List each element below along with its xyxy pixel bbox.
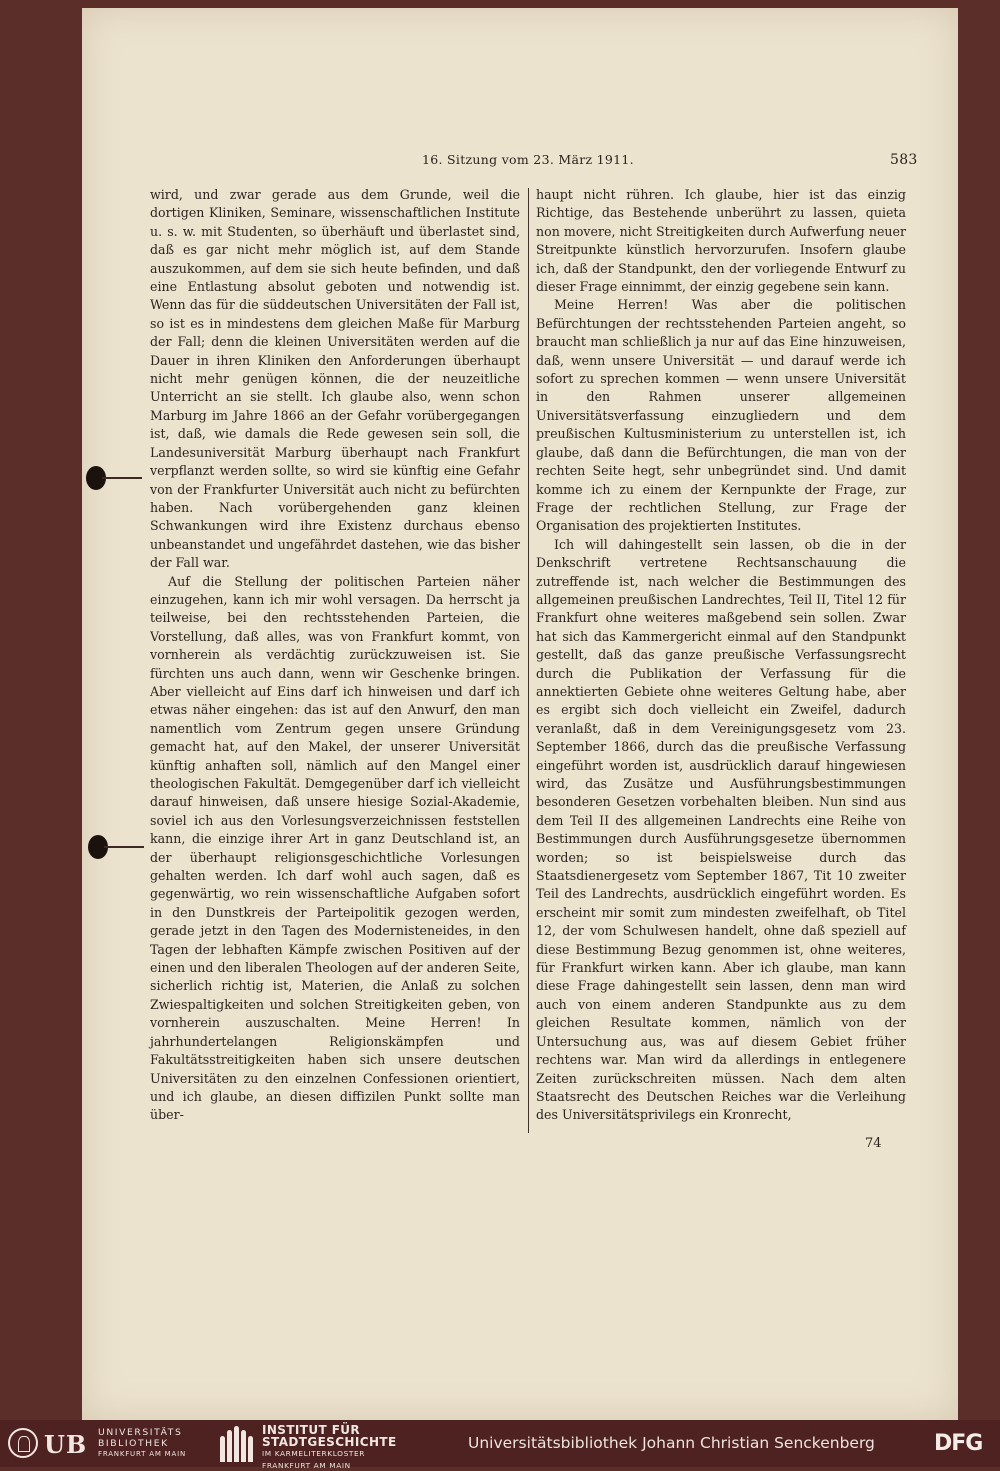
- paragraph: wird, und zwar gerade aus dem Grunde, weil die dortigen Kliniken, Seminare, wissenschaftlichen Institute u. s. w. mit Studenten, so überhäuft und überlastet sind, daß es gar nicht mehr möglich ist, auf dem Stande auszukommen, auf dem sie sich heute befinden, und daß eine Entlastung absolut geboten und notwendig ist. Wenn das für die süddeutschen Universitäten der Fall ist, so ist es in mindestens dem gleichen Maße für Marburg der Fall; denn die kleinen Universitäten werden auf die Dauer in ihren Kliniken den Anforderungen überhaupt nicht mehr genügen können, die der neuzeitliche Unterricht an sie stellt. Ich glaube also, wenn schon Marburg im Jahre 1866 an der Gefahr vorübergegangen ist, daß, wie damals die Rede gewesen sein soll, die Landesuniversität Marburg überhaupt nach Frankfurt verpflanzt werden sollte, so wird sie künftig eine Gefahr von der Frankfurter Universität auch nicht zu befürchten haben. Nach vorübergehenden ganz kleinen Schwankungen wird ihre Existenz durchaus ebenso unbeanstandet und ungefährdet dastehen, wie das bisher der Fall war.: [150, 186, 520, 573]
- paragraph: haupt nicht rühren. Ich glaube, hier ist das einzig Richtige, das Bestehende unberührt zu lassen, quieta non movere, nicht Streitigkeiten durch Aufwerfung neuer Streitpunkte künstlich hervorzurufen. Insofern glaube ich, daß der Standpunkt, den der vorliegende Entwurf zu dieser Frage einnimmt, der einzig gegebene sein kann.: [536, 186, 906, 296]
- isg-line: STADTGESCHICHTE: [262, 1437, 397, 1449]
- isg-line: IM KARMELITERKLOSTER: [262, 1448, 397, 1460]
- page-number: 583: [890, 152, 918, 168]
- punch-hole-mark-top: [102, 477, 142, 479]
- column-divider: [528, 188, 529, 1133]
- ub-line: UNIVERSITÄTS: [98, 1427, 186, 1438]
- dfg-logo[interactable]: DFG: [934, 1431, 982, 1456]
- paragraph: Ich will dahingestellt sein lassen, ob die in der Denkschrift vertretene Rechtsanschauung die zutreffende ist, nach welcher die Bestimmungen des allgemeinen preußischen Landrechtes, Teil II, Titel 12 für Frankfurt ohne weiteres maßgebend sein sollen. Zwar hat sich das Kammergericht einmal auf den Standpunkt gestellt, daß das ganze preußische Verfassungsrecht durch die Publikation der Verfassung für die annektierten Gebiete ohne weiteres Geltung habe, aber es ergibt sich doch vielleicht ein Zweifel, dadurch veranlaßt, daß in dem Vereinigungsgesetz vom 23. September 1866, durch das die preußische Verfassung eingeführt worden ist, ausdrücklich darauf hingewiesen wird, das Zusätze und Ausführungsbestimmungen besonderen Gesetzen vorbehalten bleiben. Nun sind aus dem Teil II des allgemeinen Landrechts eine Reihe von Bestimmungen durch Ausführungsgesetze übernommen worden; so ist beispielsweise durch das Staatsdienergesetz vom September 1867, Tit 10 zweiter Teil des Landrechts, ausdrücklich eingeführt worden. Es erscheint mir somit zum mindesten zweifelhaft, ob Titel 12, der vom Schulwesen handelt, ohne daß speziell auf diese Bestimmung Bezug genommen ist, ohne weiteres, für Frankfurt wirken kann. Aber ich glaube, man kann diese Frage dahingestellt sein lassen, denn man wird auch von einem anderen Standpunkte aus zu dem gleichen Resultate kommen, nämlich von der Untersuchung aus, was auf diesem Gebiet früher rechtens war. Man wird da allerdings in entlegenere Zeiten zurückschreiten müssen. Nach dem alten Staatsrecht des Deutschen Reiches war die Verleihung des Universitätsprivilegs ein Kronrecht,: [536, 536, 906, 1125]
- isg-line: INSTITUT FÜR: [262, 1425, 397, 1437]
- ub-letters: UB: [44, 1430, 87, 1459]
- library-name: Universitätsbibliothek Johann Christian Senckenberg: [468, 1434, 875, 1452]
- left-column: [150, 186, 520, 1125]
- sheet-number: 74: [865, 1136, 882, 1151]
- right-column: [536, 186, 906, 1125]
- ub-line: BIBLIOTHEK: [98, 1438, 186, 1449]
- session-title: 16. Sitzung vom 23. März 1911.: [422, 152, 634, 167]
- punch-hole-mark-bottom: [104, 846, 144, 848]
- isg-wordmark: [262, 1425, 397, 1471]
- footer-bar: [0, 1420, 1000, 1467]
- isg-arches-icon[interactable]: [218, 1426, 254, 1462]
- paragraph: Meine Herren! Was aber die politischen Befürchtungen der rechtsstehenden Parteien angeht, so braucht man schließlich ja nur auf das Eine hinzuweisen, daß, wenn unsere Universität — und darauf werde ich sofort zu sprechen kommen — wenn unsere Universität in den Rahmen unserer allgemeinen Universitätsverfassung einzugliedern und dem preußischen Kultusministerium zu unterstellen ist, ich glaube, daß dann die Befürchtungen, die man von der rechten Seite hegt, sehr unbegründet sind. Und damit komme ich zu einem der Kernpunkte der Frage, zur Frage der rechtlichen Stellung, zur Frage der Organisation des projektierten Institutes.: [536, 296, 906, 535]
- isg-line: FRANKFURT AM MAIN: [262, 1460, 397, 1471]
- ub-logo[interactable]: [8, 1428, 92, 1460]
- document-page: [82, 8, 958, 1420]
- ub-wordmark: [98, 1427, 186, 1460]
- paragraph: Auf die Stellung der politischen Parteien näher einzugehen, kann ich mir wohl versagen. Da herrscht ja teilweise, bei den rechtsstehenden Parteien, die Vorstellung, daß alles, was von Frankfurt kommt, von vornherein als verdächtig zurückzuweisen ist. Sie fürchten uns auch dann, wenn wir Geschenke bringen. Aber vielleicht auf Eins darf ich hinweisen und darf ich etwas näher eingehen: das ist auf den Anwurf, den man namentlich vom Zentrum gegen unsere Gründung gemacht hat, auf den Makel, der unserer Universität künftig anhaften soll, nämlich auf den Mangel einer theologischen Fakultät. Demgegenüber darf ich vielleicht darauf hinweisen, daß unsere hiesige Sozial-Akademie, soviel ich aus den Vorlesungsverzeichnissen feststellen kann, die einzige ihrer Art in ganz Deutschland ist, an der überhaupt religionsgeschichtliche Vorlesungen gehalten werden. Ich darf wohl auch sagen, daß es gegenwärtig, wo rein wissenschaftliche Aufgaben sofort in den Dunstkreis der Parteipolitik gezogen werden, gerade jetzt in den Tagen des Modernisteneides, in den Tagen der lebhaften Kämpfe zwischen Positiven auf der einen und den liberalen Theologen auf der anderen Seite, sicherlich richtig ist, Materien, die Anlaß zu solchen Zwiespaltigkeiten und solchen Streitigkeiten geben, von vornherein auszuschalten. Meine Herren! In jahrhundertelangen Religionskämpfen und Fakultätsstreitigkeiten haben sich unsere deutschen Universitäten zu den einzelnen Confessionen orientiert, und ich glaube, an diesen diffizilen Punkt sollte man über-: [150, 573, 520, 1125]
- ub-line: FRANKFURT AM MAIN: [98, 1449, 186, 1460]
- ub-seal-icon: [8, 1428, 38, 1458]
